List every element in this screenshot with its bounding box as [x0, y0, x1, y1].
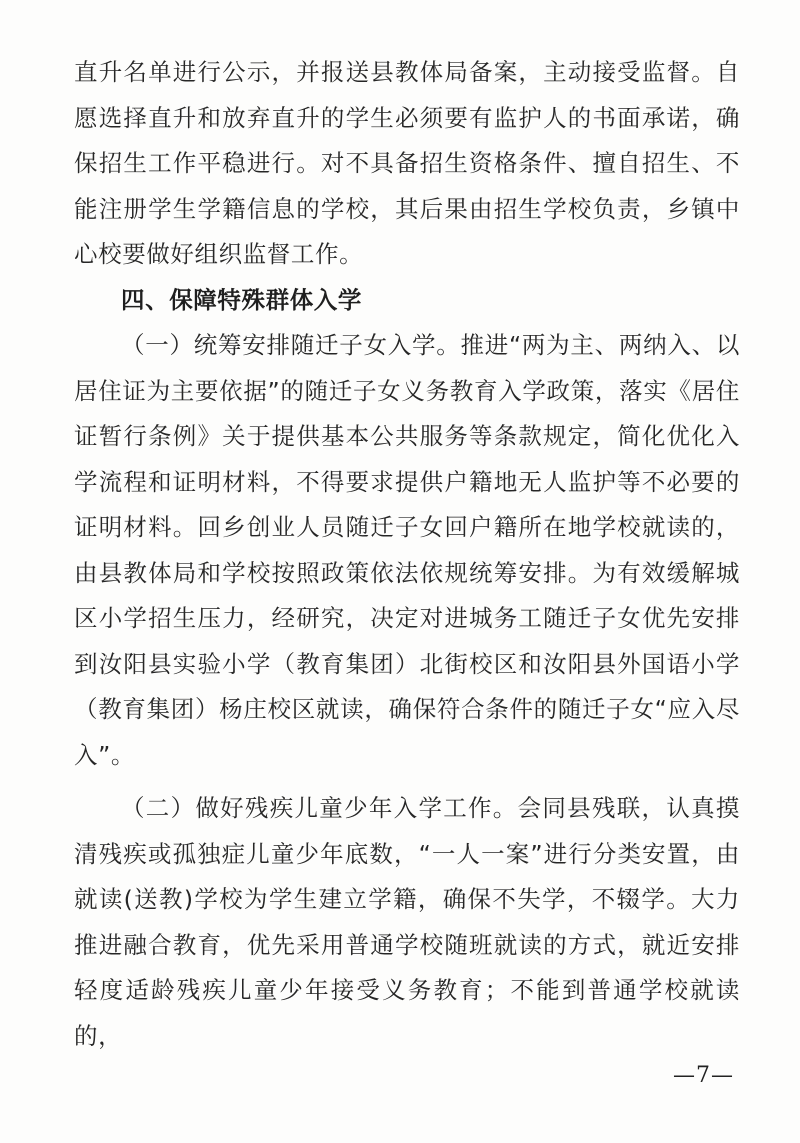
page-number: —7— — [673, 1063, 734, 1088]
paragraph-spacer — [74, 778, 740, 786]
paragraph-disabled-children: （二）做好残疾儿童少年入学工作。会同县残联，认真摸清残疾或孤独症儿童少年底数，“一人一案”进行分类安置，由就读(送教)学校为学生建立学籍，确保不失学，不辍学。大力推进融合教育，优先采用普通学校随班就读的方式，就近安排轻度适龄残疾儿童少年接受义务教育；不能到普通学校就读的， — [74, 794, 740, 1050]
paragraph-migrant-children: （一）统筹安排随迁子女入学。推进“两为主、两纳入、以居住证为主要依据”的随迁子女义务教育入学政策，落实《居住证暂行条例》关于提供基本公共服务等条款规定，简化优化入学流程和证明材料，不得要求提供户籍地无人监护等不必要的证明材料。回乡创业人员随迁子女回户籍所在地学校就读的，由县教体局和学校按照政策依法依规统筹安排。为有效缓解城区小学招生压力，经研究，决定对进城务工随迁子女优先安排到汝阳县实验小学（教育集团）北街校区和汝阳县外国语小学（教育集团）杨庄校区就读，确保符合条件的随迁子女“应入尽入”。 — [74, 331, 740, 769]
section-heading: 四、保障特殊群体入学 — [121, 285, 362, 314]
paragraph-continuation: 直升名单进行公示，并报送县教体局备案，主动接受监督。自愿选择直升和放弃直升的学生必须要有监护人的书面承诺，确保招生工作平稳进行。对不具备招生资格条件、擅自招生、不能注册学生学籍信息的学校，其后果由招生学校负责，乡镇中心校要做好组织监督工作。 — [74, 58, 740, 268]
document-body — [74, 50, 740, 1059]
